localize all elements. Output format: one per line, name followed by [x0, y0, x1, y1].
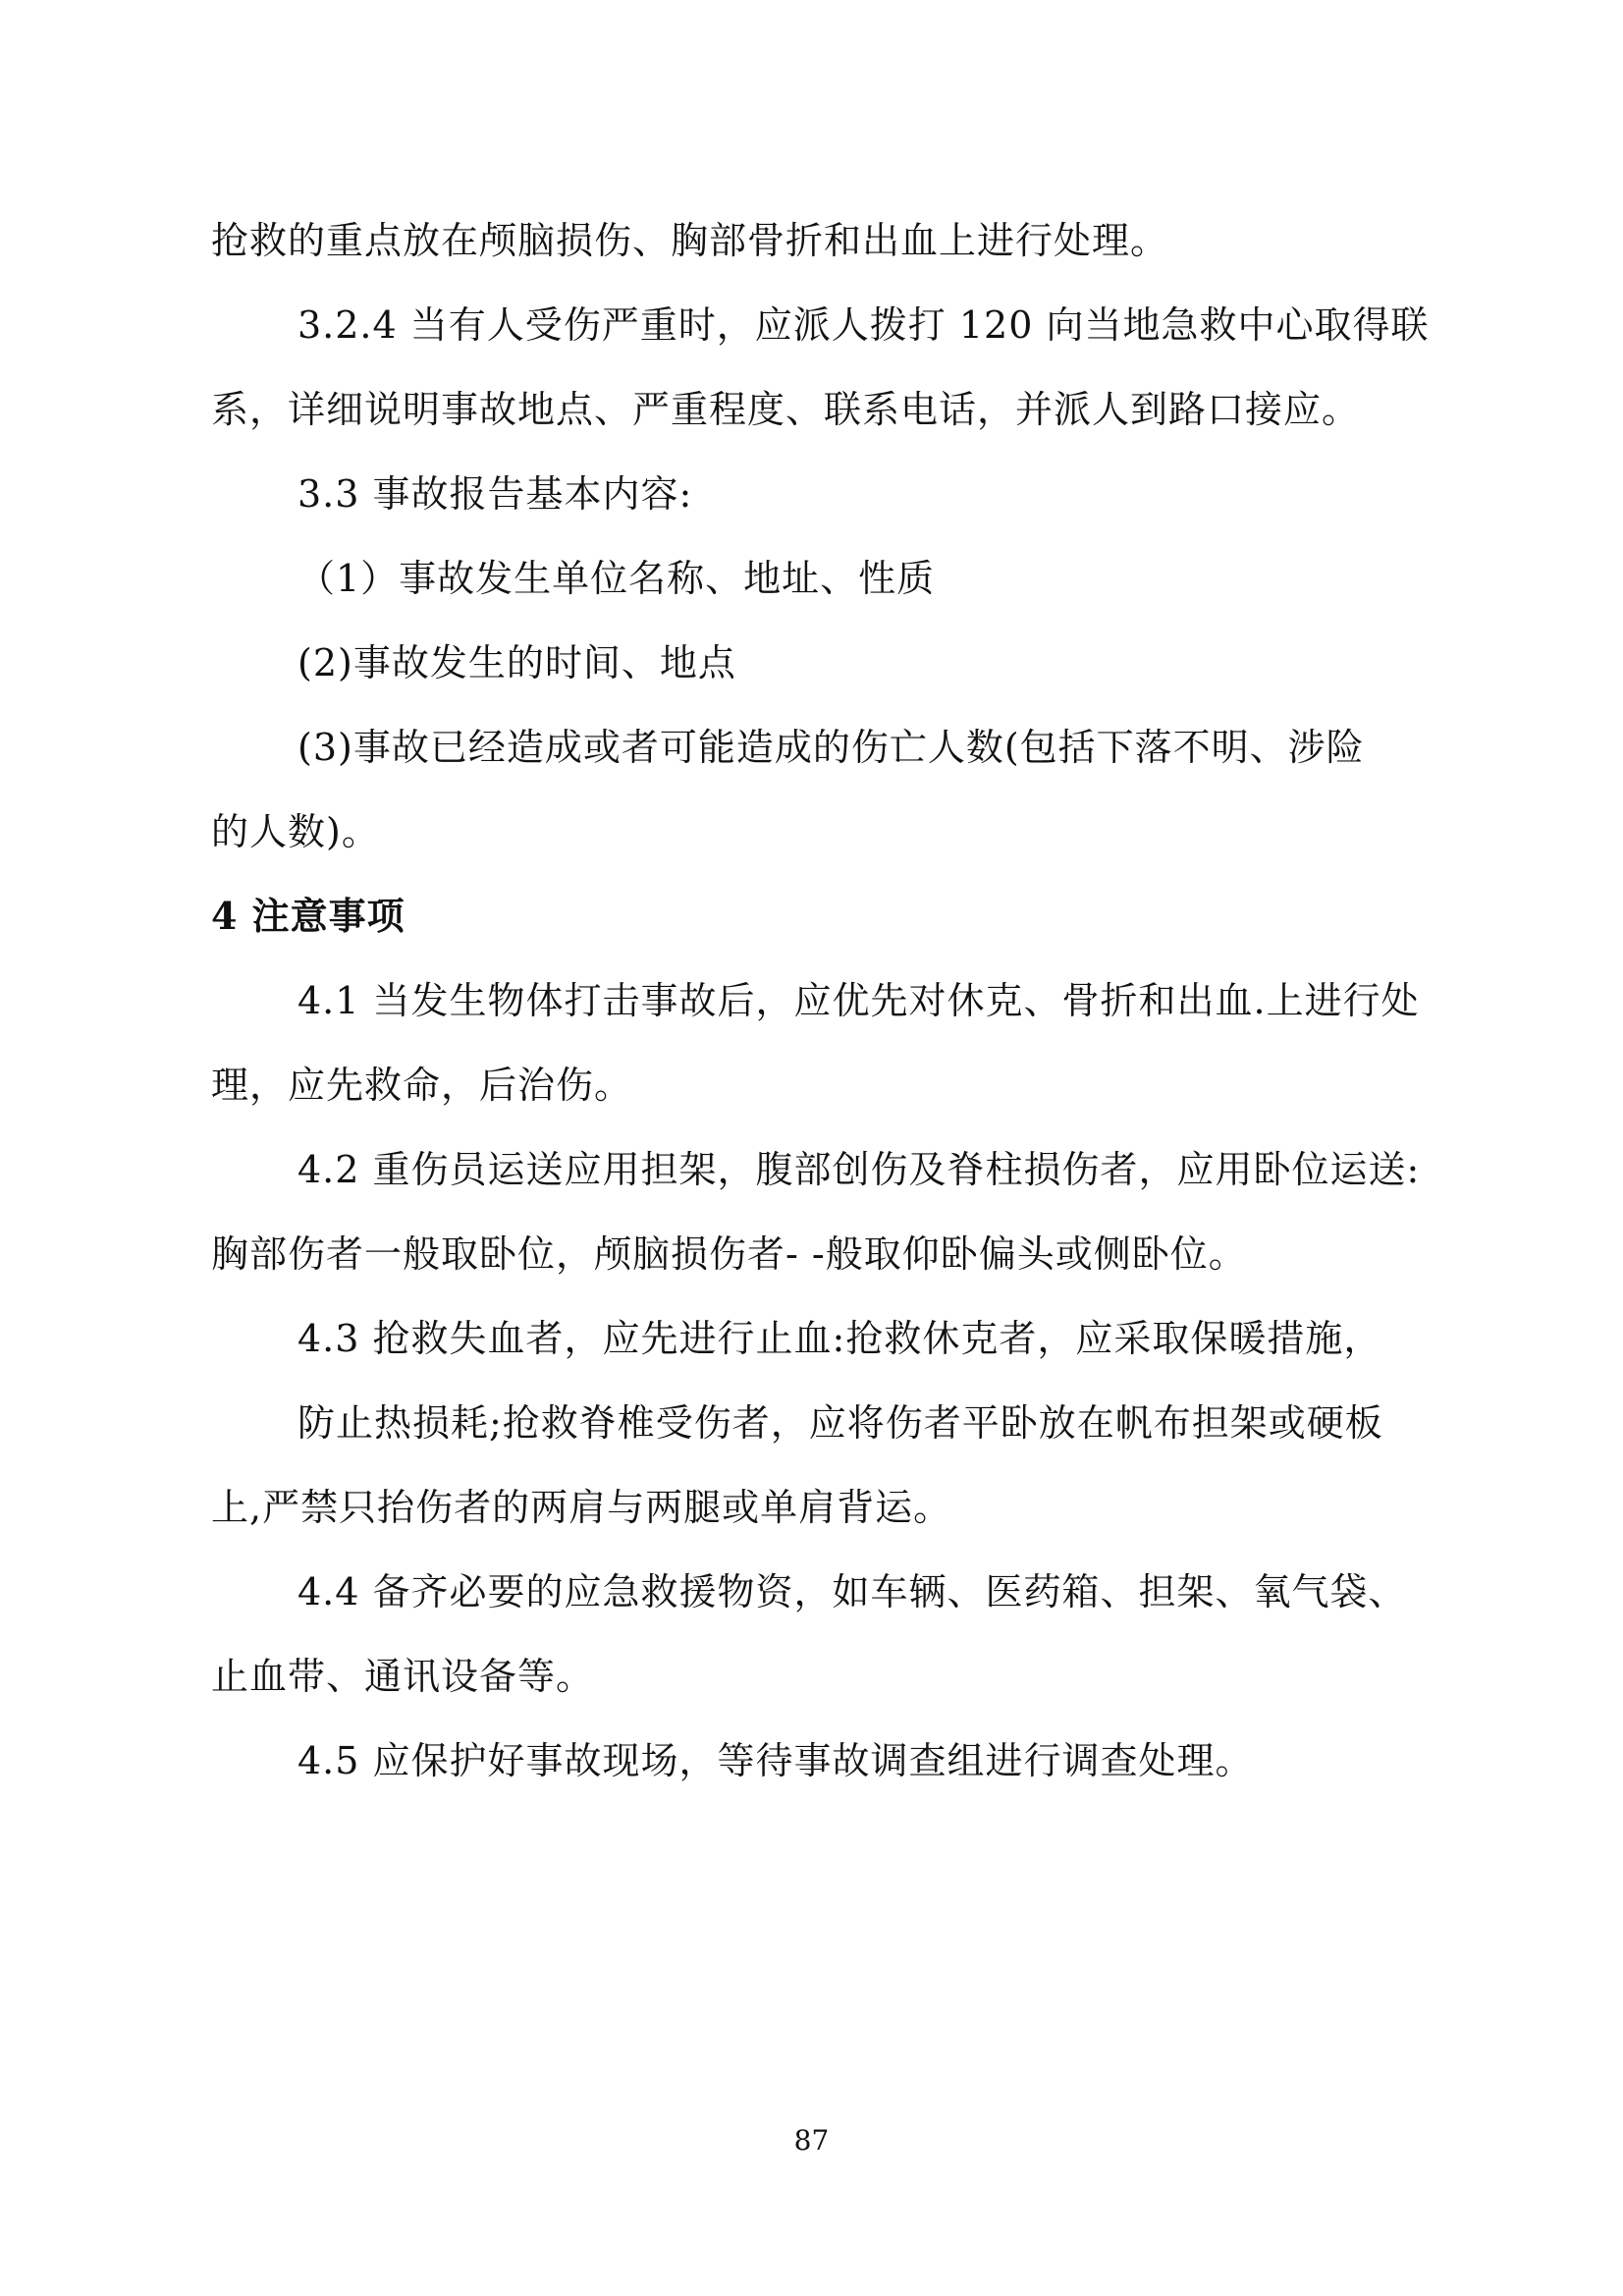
text-line: 4.2 重伤员运送应用担架，腹部创伤及脊柱损伤者，应用卧位运送:	[298, 1148, 1421, 1191]
text-line: (3)事故已经造成或者可能造成的伤亡人数(包括下落不明、涉险	[298, 726, 1365, 769]
text-line: 止血带、通讯设备等。	[211, 1655, 595, 1698]
text-line: 防止热损耗;抢救脊椎受伤者，应将伤者平卧放在帆布担架或硬板	[298, 1401, 1383, 1445]
text-line: 4.3 抢救失血者，应先进行止血:抢救休克者，应采取保暖措施，	[298, 1317, 1382, 1360]
text-line: 3.2.4 当有人受伤严重时，应派人拨打 120 向当地急救中心取得联	[298, 303, 1430, 347]
text-line: 抢救的重点放在颅脑损伤、胸部骨折和出血上进行处理。	[211, 219, 1169, 262]
text-line: 上,严禁只抬伤者的两肩与两腿或单肩背运。	[211, 1486, 952, 1529]
document-body	[211, 198, 1429, 1803]
text-line: 4.5 应保护好事故现场，等待事故调查组进行调查处理。	[298, 1739, 1254, 1782]
text-line: 系，详细说明事故地点、严重程度、联系电话，并派人到路口接应。	[211, 388, 1361, 431]
page-number: 87	[793, 2124, 830, 2157]
text-line: 3.3 事故报告基本内容:	[298, 472, 693, 516]
text-line: 的人数)。	[211, 810, 380, 853]
text-line: 理，应先救命，后治伤。	[211, 1064, 633, 1107]
text-line: (2)事故发生的时间、地点	[298, 641, 736, 684]
text-line: （1）事故发生单位名称、地址、性质	[298, 557, 936, 600]
text-line: 4.4 备齐必要的应急救援物资，如车辆、医药箱、担架、氧气袋、	[298, 1570, 1407, 1613]
text-line: 4.1 当发生物体打击事故后，应优先对休克、骨折和出血.上进行处	[298, 979, 1420, 1022]
text-line: 胸部伤者一般取卧位，颅脑损伤者- -般取仰卧偏头或侧卧位。	[211, 1232, 1247, 1276]
section-heading: 4 注意事项	[211, 894, 406, 938]
